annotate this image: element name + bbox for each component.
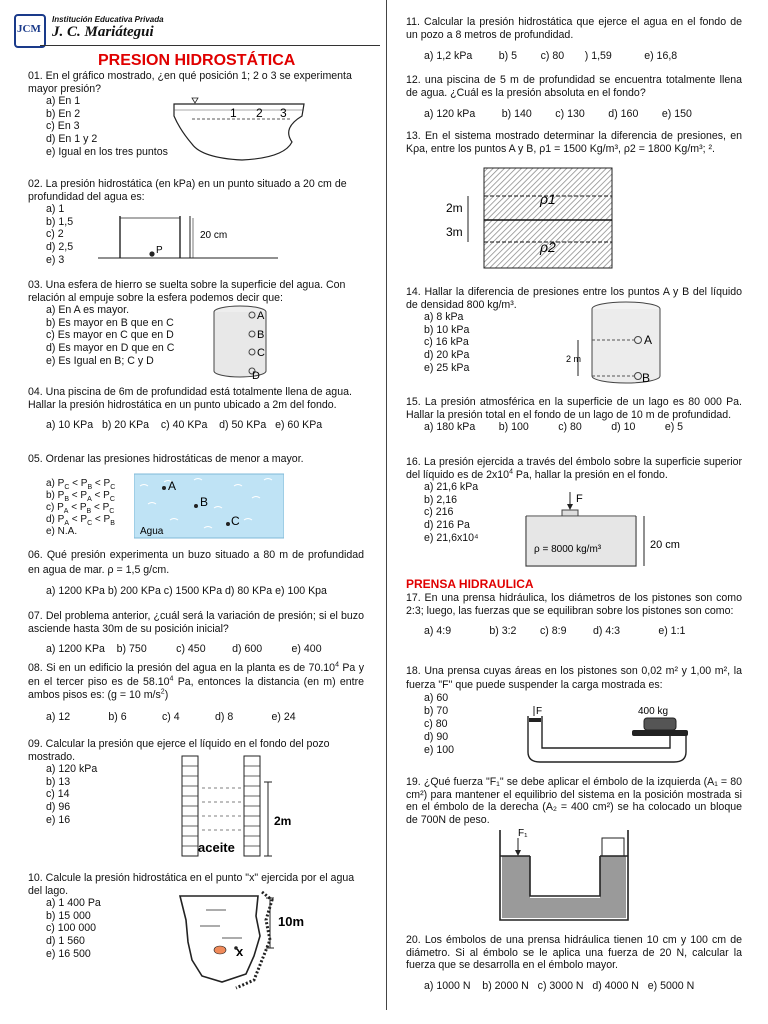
option-d: d) 216 Pa: [424, 518, 470, 531]
label-a: A: [644, 333, 653, 347]
options-row: a) 4:9 b) 3:2 c) 8:9 d) 4:3 e) 1:1: [424, 625, 686, 638]
option-d: d) 20 kPa: [424, 348, 470, 361]
column-divider: [386, 0, 387, 1010]
label-b: B: [642, 371, 651, 385]
option-c: c) En 3: [46, 120, 80, 133]
logo-letters: JCM: [17, 23, 41, 35]
label-2m: 2m: [446, 201, 463, 215]
fig-label-1: 1: [230, 106, 237, 120]
question-text: 12. una piscina de 5 m de profundidad se encuentra totalmente llena de agua. ¿Cuál es la presión absoluta en el fondo?: [406, 74, 742, 99]
label-rho1: ρ1: [540, 191, 556, 207]
question-text: 14. Hallar la diferencia de presiones entre los puntos A y B del líquido de densidad 800 kg/m³.: [406, 286, 742, 311]
figure-q09-well: [180, 752, 304, 858]
question-text: 05. Ordenar las presiones hidrostáticas de menor a mayor.: [28, 453, 304, 465]
label-3m: 3m: [446, 225, 463, 239]
question-04: [28, 386, 364, 432]
option-d: d) 1 560: [46, 934, 85, 947]
figure-q01-vessel: [172, 96, 308, 164]
option-b: b) 2,16: [424, 493, 457, 506]
option-a: a) 8 kPa: [424, 311, 464, 324]
label-b: B: [200, 495, 209, 509]
question-19: [406, 776, 742, 826]
school-logo: [14, 14, 46, 48]
question-03: [28, 279, 364, 367]
figure-q19-press: [494, 826, 644, 922]
option-b: b) 10 kPa: [424, 323, 470, 336]
question-08: [28, 662, 364, 724]
option-d: d) 90: [424, 731, 449, 743]
question-05: [28, 453, 364, 466]
options-row: a) 12 b) 6 c) 4 d) 8 e) 24: [46, 710, 296, 723]
label-a: A: [168, 479, 177, 493]
option-e: e) 21,6x10⁴: [424, 531, 479, 544]
option-b: b) Es mayor en B que en C: [46, 316, 174, 329]
option-d: d) 2,5: [46, 240, 74, 253]
q08-text-c: Pa, entonces la distancia (en m) entre ambos pisos es: (g = 10 m/s: [28, 675, 364, 701]
water-label: Agua: [140, 526, 164, 537]
option-e: e) 16 500: [46, 947, 91, 960]
question-15: [406, 396, 742, 434]
label-density: ρ = 8000 kg/m³: [534, 544, 602, 555]
question-06: [28, 548, 364, 599]
depth-label: 10m: [278, 914, 305, 929]
question-text: 07. Del problema anterior, ¿cuál será la variación de presión; si el buzo asciende hasta 30m de su posición inicial?: [28, 610, 364, 635]
option-a: a) En 1: [46, 95, 81, 108]
fig-label-2: 2: [256, 106, 263, 120]
figure-q05-water: [134, 472, 284, 540]
option-e: e) N.A.: [46, 526, 78, 537]
question-text: 06. Qué presión experimenta un buzo situado a 80 m de profundidad en agua de mar. ρ = 1,5 g/cm.: [28, 549, 364, 576]
question-20: [406, 934, 742, 992]
question-text: 02. La presión hidrostática (en kPa) en un punto situado a 20 cm de profundidad del agua es:: [28, 178, 347, 203]
label-d: D: [252, 370, 260, 381]
point-p: P: [156, 245, 163, 256]
option-d: d) En 1 y 2: [46, 132, 98, 145]
options-row: a) 1200 KPa b) 750 c) 450 d) 600 e) 400: [46, 643, 322, 656]
question-07: [28, 610, 364, 656]
label-rho2: ρ2: [540, 239, 556, 255]
option-d: d) 96: [46, 800, 71, 813]
figure-q14-cylinder: [564, 300, 674, 388]
q16-text-a: 16. La presión ejercida a través del émbolo sobre la superficie superior del líquido es de 2x10: [406, 456, 742, 481]
label-c: C: [231, 514, 240, 528]
options-row: a) 1200 KPa b) 200 KPa c) 1500 KPa d) 80 KPa e) 100 Kpa: [46, 585, 327, 597]
q08-sq: 2: [160, 688, 165, 696]
label-b: B: [257, 329, 265, 341]
option-b: b) $P_B < P_A < P_C$: [46, 490, 115, 503]
q05-options: [46, 478, 115, 538]
option-b: b) 15 000: [46, 909, 91, 922]
option-a: a) 1: [46, 203, 65, 216]
option-a: a) $P_C < P_B < P_C$: [46, 478, 116, 491]
q08-text-b: Pa y en el tercer piso es de 58.10: [28, 662, 364, 688]
page-title: PRESION HIDROSTÁTICA: [98, 52, 296, 69]
figure-q03-cylinder: [210, 303, 280, 381]
option-d: d) Es mayor en D que en C: [46, 341, 175, 354]
figure-q10-lake: [176, 890, 326, 990]
option-e: e) 16: [46, 813, 71, 826]
header: [8, 10, 188, 50]
question-text: 03. Una esfera de hierro se suelta sobre la superficie del agua. Con relación al empuje sobre la esfera podemos decir que:: [28, 279, 346, 304]
option-e: e) 25 kPa: [424, 361, 470, 374]
header-rule: [40, 45, 380, 46]
option-c: c) Es mayor en C que en D: [46, 329, 174, 342]
option-c: c) 100 000: [46, 922, 97, 935]
question-text: [406, 456, 742, 481]
figure-q16-container: [520, 490, 698, 570]
option-c: c) 2: [46, 228, 64, 241]
option-c: c) 14: [46, 788, 70, 801]
q08-text-a: 08. Si en un edificio la presión del agua en la planta es de 70.10: [28, 662, 336, 674]
option-a: a) En A es mayor.: [46, 304, 130, 317]
question-11: [406, 16, 742, 63]
label-f: F: [576, 493, 583, 505]
option-b: b) 1,5: [46, 215, 74, 228]
question-text: 10. Calcule la presión hidrostática en el punto "x" ejercida por el agua del lago.: [28, 872, 355, 897]
question-text: 18. Una prensa cuyas áreas en los pistones son 0,02 m² y 1,00 m², la fuerza "F" que puede suspender la carga mostrada es:: [406, 665, 742, 691]
question-17: [406, 592, 742, 638]
option-c: c) 16 kPa: [424, 336, 469, 349]
oil-label: aceite: [198, 840, 235, 855]
label-20cm: 20 cm: [650, 539, 680, 551]
question-text: 09. Calcular la presión que ejerce el líquido en el fondo del pozo mostrado.: [28, 738, 330, 763]
option-d: d) $P_A < P_C < P_B$: [46, 514, 115, 527]
question-text: 11. Calcular la presión hidrostática que ejerce el agua en el fondo de un pozo a 8 metros de profundidad.: [406, 16, 742, 41]
options-row: a) 1,2 kPa b) 5 c) 80 ) 1,59 e) 16,8: [424, 50, 678, 63]
question-text: 04. Una piscina de 6m de profundidad está totalmente llena de agua. Hallar la presión hidrostática en un punto ubicado a 2m del fondo.: [28, 386, 352, 411]
figure-q13-layers: [444, 166, 614, 270]
q16-exp: 4: [509, 468, 513, 476]
options-row: a) 1000 N b) 2000 N c) 3000 N d) 4000 N e) 5000 N: [424, 979, 695, 992]
question-12: [406, 74, 742, 121]
figure-q02-tank: [98, 204, 278, 262]
question-text: 17. En una prensa hidráulica, los diámetros de los pistones son como 2:3; luego, las fuerzas que se equilibran sobre los pistones son como:: [406, 592, 742, 617]
section-title: PRENSA HIDRAULICA: [406, 577, 534, 591]
label-c: C: [257, 347, 265, 359]
option-e: e) Igual en los tres puntos: [46, 145, 168, 158]
option-a: a) 60: [424, 692, 449, 704]
question-text: 15. La presión atmosférica en la superficie de un lago es 80 000 Pa. Hallar la presión total en el fondo de un lago de 10 m de profundidad.: [406, 396, 742, 421]
options-row: a) 120 kPa b) 140 c) 130 d) 160 e) 150: [424, 108, 692, 121]
institution-name: Institución Educativa Privada: [52, 15, 164, 24]
q08-exp-2: 4: [169, 674, 174, 682]
options-row: a) 10 KPa b) 20 KPa c) 40 KPa d) 50 KPa e) 60 KPa: [46, 419, 323, 432]
option-c: c) $P_A < P_B < P_C$: [46, 502, 115, 515]
option-b: b) En 2: [46, 107, 81, 120]
question-text: 01. En el gráfico mostrado, ¿en qué posición 1; 2 o 3 se experimenta mayor presión?: [28, 70, 352, 95]
option-b: b) 70: [424, 705, 449, 717]
option-c: c) 216: [424, 506, 454, 519]
q08-exp-1: 4: [335, 661, 339, 669]
option-c: c) 80: [424, 718, 448, 730]
fig-label-20cm: 20 cm: [200, 230, 228, 241]
question-text: 19. ¿Qué fuerza "F₁" se debe aplicar el émbolo de la izquierda (A₁ = 80 cm²) para mantener el equilibrio del sistema en la posición mostrada si en el émbolo de la derecha (A₂ = 400 cm²) se ha colocado un bloque de 700N de peso.: [406, 776, 742, 826]
fig-label-3: 3: [280, 106, 287, 120]
figure-q18-press: [520, 704, 696, 766]
option-a: a) 21,6 kPa: [424, 481, 479, 494]
q16-text-b: Pa, hallar la presión en el fondo.: [512, 468, 668, 481]
label-load: 400 kg: [638, 706, 669, 717]
question-text: 20. Los émbolos de una prensa hidráulica tienen 10 cm y 100 cm de diámetro. Si al émbolo se le aplica una fuerza de 20 N, calcular la fuerza que se desarrolla en el émbolo mayor.: [406, 934, 742, 972]
label-f: F: [536, 706, 543, 717]
school-name: J. C. Mariátegui: [52, 24, 154, 40]
option-e: e) 3: [46, 253, 65, 266]
option-e: e) Es Igual en B; C y D: [46, 354, 154, 367]
option-a: a) 1 400 Pa: [46, 897, 101, 910]
option-a: a) 120 kPa: [46, 763, 98, 776]
label-f1: F₁: [518, 828, 528, 839]
question-text: 08. Si en un edificio la presión del agua en la planta es de 70.10$^4$ Pa y en el tercer piso es de 58.10$^4$ Pa, entonces la distancia (en m) entre ambos pisos es: (g = 10 $m/s^2$): [28, 661, 364, 701]
label-a: A: [257, 310, 265, 322]
option-b: b) 13: [46, 775, 71, 788]
options-row: a) 180 kPa b) 100 c) 80 d) 10 e) 5: [424, 421, 684, 434]
question-13: [406, 130, 742, 155]
point-x: x: [236, 944, 244, 959]
option-e: e) 100: [424, 744, 455, 756]
question-text: 13. En el sistema mostrado determinar la diferencia de presiones, en Kρa, entre los puntos A y B, ρ1 = 1500 Kg/m³, ρ2 = 1800 Kg/m³; ².: [406, 130, 742, 155]
depth-label: 2m: [274, 814, 292, 828]
label-2m: 2 m: [566, 354, 582, 364]
options-list: [28, 304, 364, 367]
